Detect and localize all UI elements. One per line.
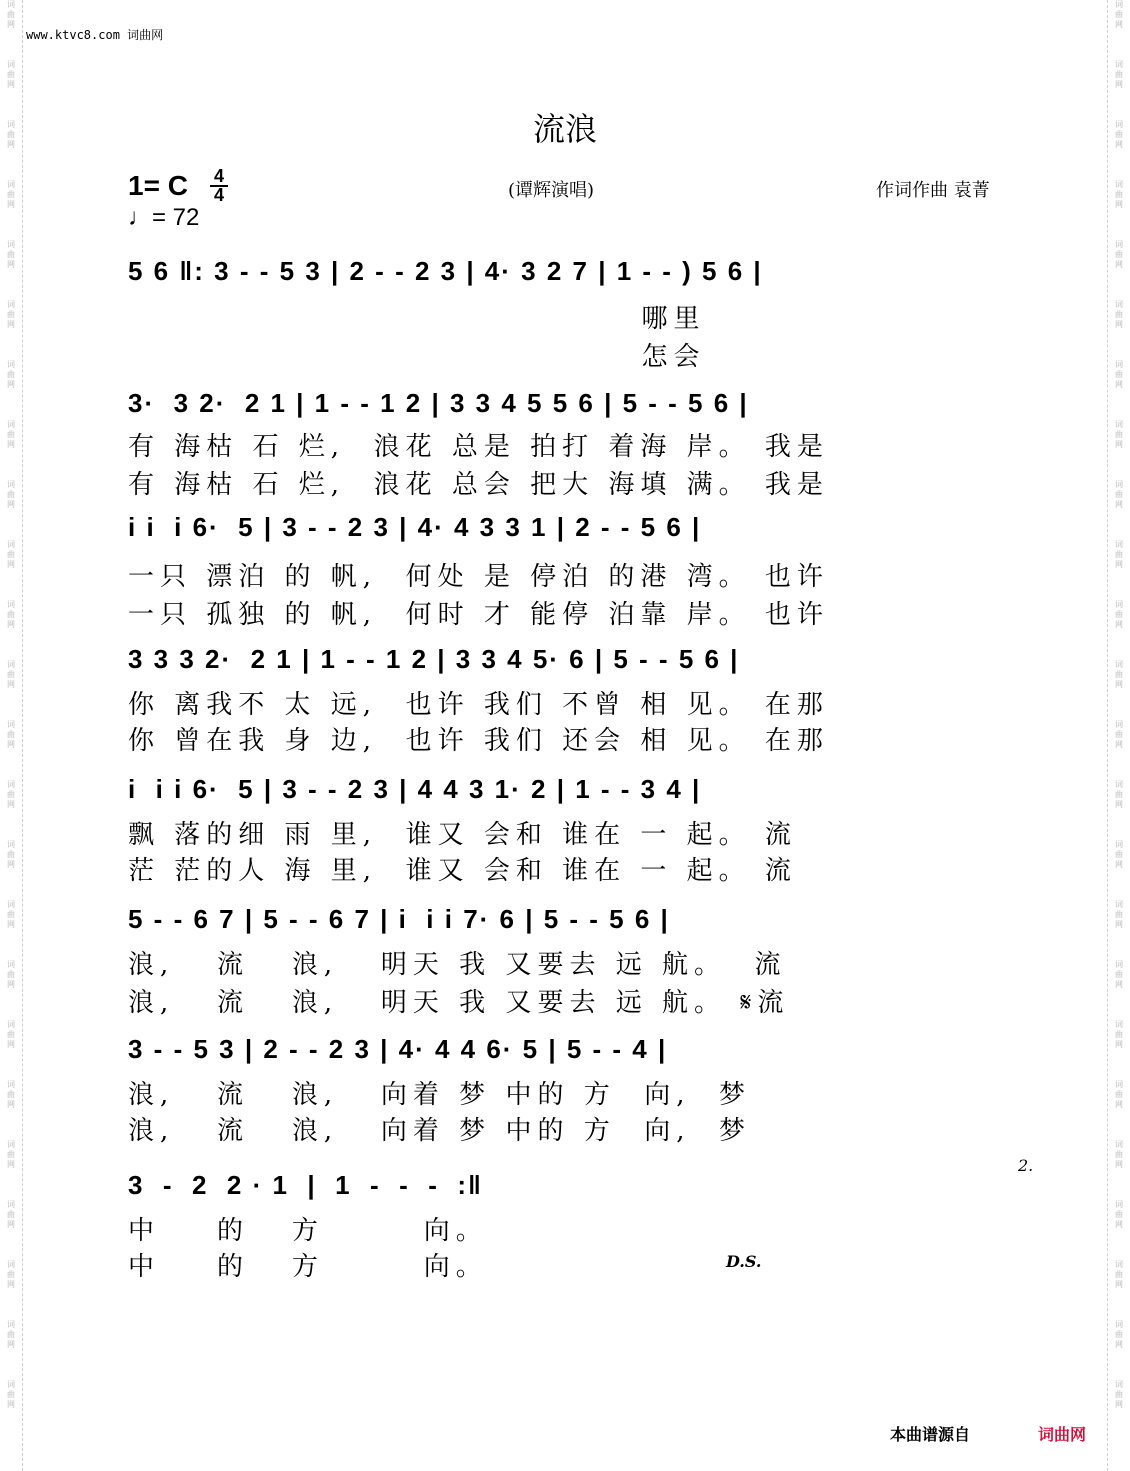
notation-line-1: 5 6 ‖: 3 - - 5 3 | 2 - - 2 3 | 4· 3 2 7 | 1 - - ) 5 6 | (128, 256, 763, 286)
song-title: 流浪 (532, 110, 597, 148)
watermark-text: 词曲网 (1115, 660, 1123, 689)
watermark-text: 词曲网 (1115, 900, 1123, 929)
watermark-text: 词曲网 (1115, 60, 1123, 89)
notation-line-8: 3 - 2 2 · 1 | 1 - - - :‖ (128, 1170, 483, 1200)
time-top: 4 (213, 166, 224, 186)
watermark-text: 词曲网 (7, 840, 15, 869)
watermark-text: 词曲网 (7, 1020, 15, 1049)
brand-link[interactable]: 词曲网 (1038, 1425, 1087, 1444)
time-bottom: 4 (213, 185, 224, 205)
watermark-text: 词曲网 (7, 420, 15, 449)
lyric-line-1a: 哪里 (128, 304, 706, 334)
lyric-line-3b: 一只 孤独 的 帆, 何时 才 能停 泊靠 岸。 也许 (128, 600, 829, 630)
watermark-text: 词曲网 (1115, 720, 1123, 749)
lyric-line-2b: 有 海枯 石 烂, 浪花 总会 把大 海填 满。 我是 (128, 470, 829, 500)
lyric-line-8a: 中 的 方 向。 (128, 1216, 488, 1246)
watermark-text: 词曲网 (7, 900, 15, 929)
watermark-text: 词曲网 (7, 780, 15, 809)
watermark-text: 词曲网 (7, 1200, 15, 1229)
ds-marking: D.S. (726, 1252, 762, 1271)
watermark-text: 词曲网 (1115, 1320, 1123, 1349)
lyric-line-2a: 有 海枯 石 烂, 浪花 总是 拍打 着海 岸。 我是 (128, 432, 829, 462)
watermark-text: 词曲网 (7, 300, 15, 329)
notation-line-2: 3· 3 2· 2 1 | 1 - - 1 2 | 3 3 4 5 5 6 | 5 - - 5 6 | (128, 388, 749, 418)
key-signature: 1= C (128, 170, 188, 201)
watermark-text: 词曲网 (1115, 600, 1123, 629)
watermark-text: 词曲网 (7, 0, 15, 29)
lyric-line-6b: 浪, 流 浪, 明天 我 又要去 远 航。 𝄋流 (128, 988, 790, 1018)
watermark-text: 词曲网 (1115, 960, 1123, 989)
watermark-text: 词曲网 (1115, 540, 1123, 569)
lyric-line-4a: 你 离我不 太 远, 也许 我们 不曾 相 见。 在那 (128, 690, 829, 720)
watermark-text: 词曲网 (7, 660, 15, 689)
watermark-text: 词曲网 (7, 1080, 15, 1109)
watermark-text: 词曲网 (7, 720, 15, 749)
watermark-text: 词曲网 (7, 120, 15, 149)
notation-line-5: i i i 6· 5 | 3 - - 2 3 | 4 4 3 1· 2 | 1 - - 3 4 | (128, 774, 702, 804)
watermark-text: 词曲网 (1115, 480, 1123, 509)
watermark-text: 词曲网 (7, 960, 15, 989)
time-signature (208, 168, 230, 204)
lyric-line-8b: 中 的 方 向。 (128, 1252, 488, 1282)
watermark-text: 词曲网 (1115, 120, 1123, 149)
composer-credit: 作词作曲 袁菁 (876, 180, 990, 201)
watermark-text: 词曲网 (7, 480, 15, 509)
lyric-line-7a: 浪, 流 浪, 向着 梦 中的 方 向, 梦 (128, 1080, 752, 1110)
site-url: www.ktvc8.com 词曲网 (26, 28, 164, 42)
watermark-text: 词曲网 (1115, 360, 1123, 389)
lyric-line-7b: 浪, 流 浪, 向着 梦 中的 方 向, 梦 (128, 1116, 752, 1146)
lyric-line-4b: 你 曾在我 身 边, 也许 我们 还会 相 见。 在那 (128, 726, 829, 756)
volta-ending: 2. (1018, 1156, 1034, 1175)
lyric-line-1b: 怎会 (128, 342, 706, 372)
notation-line-7: 3 - - 5 3 | 2 - - 2 3 | 4· 4 4 6· 5 | 5 - - 4 | (128, 1034, 668, 1064)
watermark-text: 词曲网 (1115, 420, 1123, 449)
watermark-text: 词曲网 (1115, 780, 1123, 809)
watermark-text: 词曲网 (1115, 240, 1123, 269)
watermark-text: 词曲网 (1115, 1200, 1123, 1229)
watermark-text: 词曲网 (7, 1260, 15, 1289)
singer-credit: (谭辉演唱) (508, 180, 595, 201)
source-label: 本曲谱源自 (890, 1425, 971, 1444)
watermark-text: 词曲网 (7, 1320, 15, 1349)
watermark-text: 词曲网 (1115, 300, 1123, 329)
notation-line-4: 3 3 3 2· 2 1 | 1 - - 1 2 | 3 3 4 5· 6 | 5 - - 5 6 | (128, 644, 740, 674)
watermark-text: 词曲网 (1115, 1020, 1123, 1049)
lyric-line-6a: 浪, 流 浪, 明天 我 又要去 远 航。 流 (128, 950, 787, 980)
watermark-text: 词曲网 (1115, 1260, 1123, 1289)
lyric-line-5b: 茫 茫的人 海 里, 谁又 会和 谁在 一 起。 流 (128, 856, 797, 886)
watermark-text: 词曲网 (1115, 1080, 1123, 1109)
notation-line-6: 5 - - 6 7 | 5 - - 6 7 | i i i 7· 6 | 5 - - 5 6 | (128, 904, 670, 934)
watermark-text: 词曲网 (7, 360, 15, 389)
watermark-text: 词曲网 (7, 60, 15, 89)
lyric-line-3a: 一只 漂泊 的 帆, 何处 是 停泊 的港 湾。 也许 (128, 562, 829, 592)
lyric-line-5a: 飘 落的细 雨 里, 谁又 会和 谁在 一 起。 流 (128, 820, 797, 850)
watermark-text: 词曲网 (1115, 180, 1123, 209)
watermark-text: 词曲网 (1115, 1380, 1123, 1409)
watermark-text: 词曲网 (7, 180, 15, 209)
watermark-text: 词曲网 (7, 1380, 15, 1409)
watermark-text: 词曲网 (7, 540, 15, 569)
watermark-text: 词曲网 (1115, 0, 1123, 29)
watermark-text: 词曲网 (1115, 840, 1123, 869)
notation-line-3: i i i 6· 5 | 3 - - 2 3 | 4· 4 3 3 1 | 2 - - 5 6 | (128, 512, 702, 542)
watermark-text: 词曲网 (1115, 1140, 1123, 1169)
tempo-marking: ♩= 72 (128, 204, 200, 231)
watermark-text: 词曲网 (7, 240, 15, 269)
watermark-text: 词曲网 (7, 600, 15, 629)
watermark-text: 词曲网 (7, 1140, 15, 1169)
